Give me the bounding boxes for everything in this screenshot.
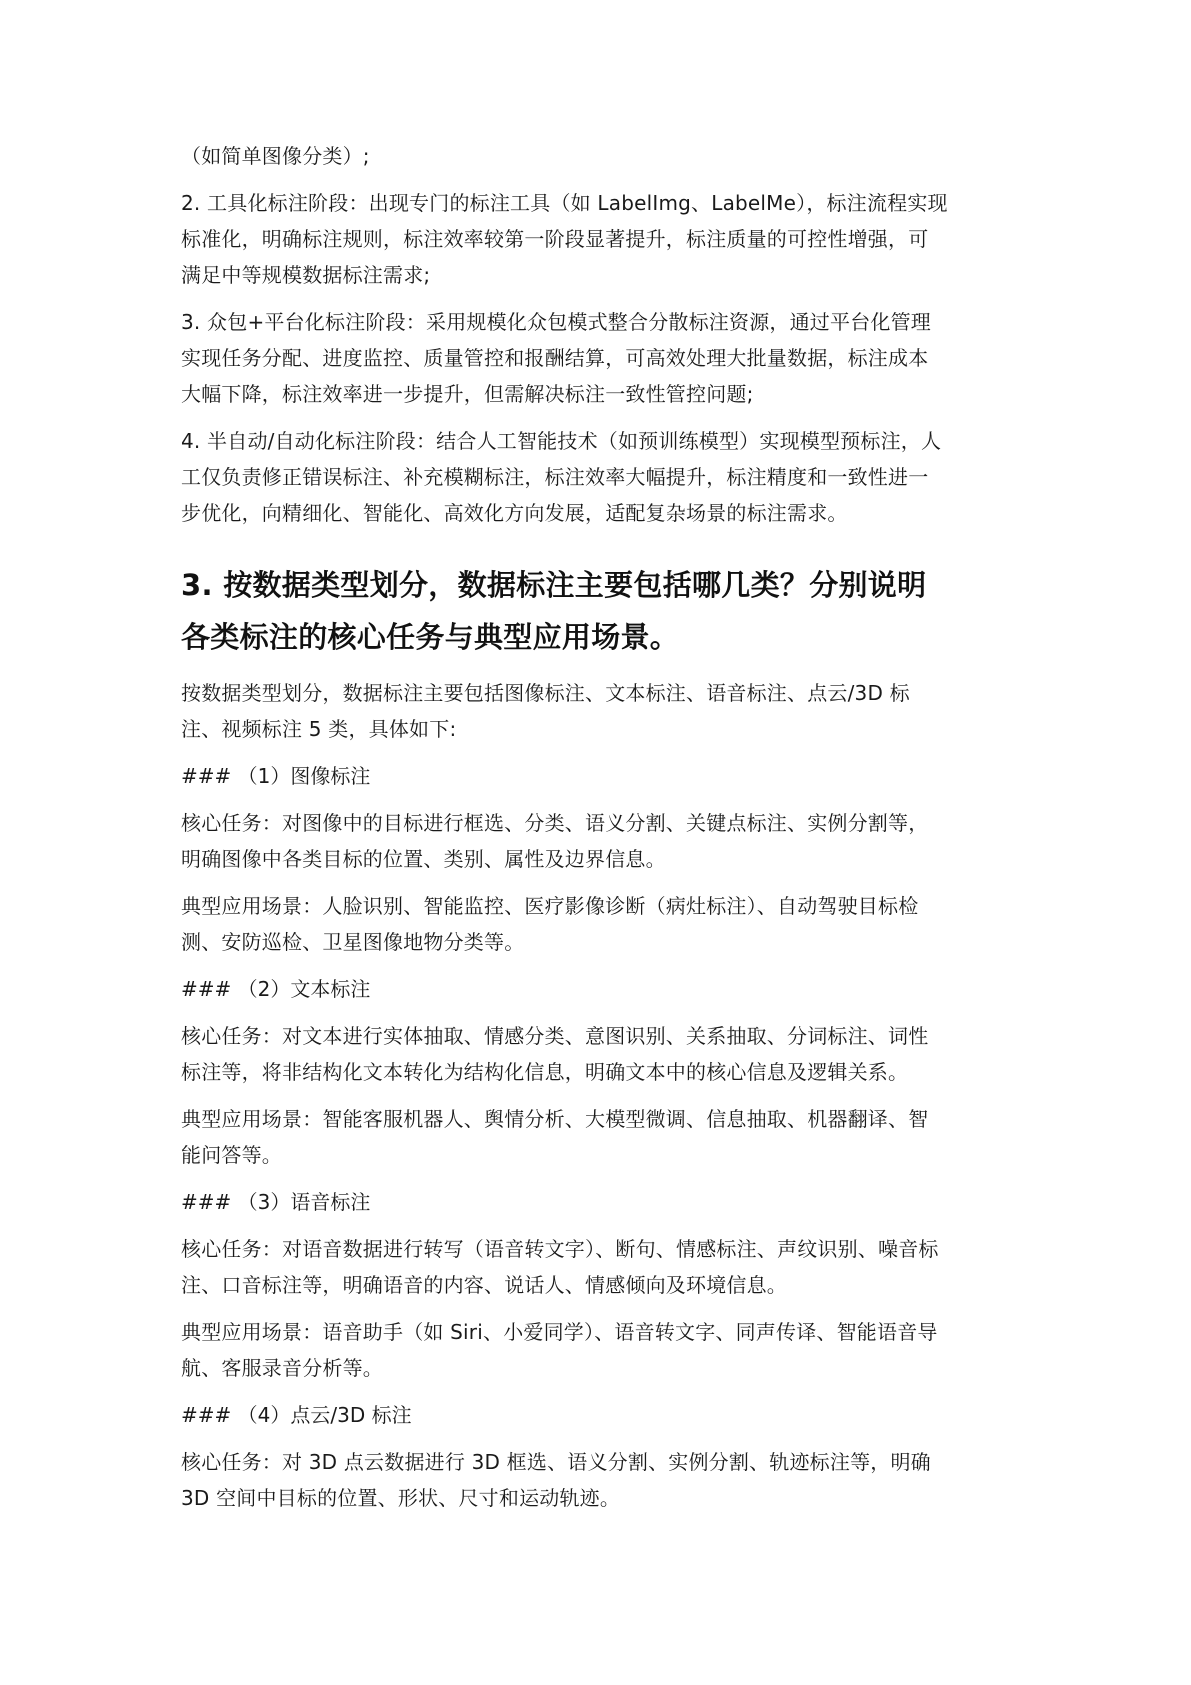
section-3-intro: [181, 675, 1021, 747]
text-line: 3D 空间中目标的位置、形状、尺寸和运动轨迹。: [181, 1486, 621, 1510]
text-line: 航、客服录音分析等。: [181, 1356, 383, 1380]
text-line: 典型应用场景：智能客服机器人、舆情分析、大模型微调、信息抽取、机器翻译、智: [181, 1107, 929, 1131]
text-line: 典型应用场景：人脸识别、智能监控、医疗影像诊断（病灶标注）、自动驾驶目标检: [181, 894, 919, 918]
text-line: 实现任务分配、进度监控、质量管控和报酬结算，可高效处理大批量数据，标注成本: [181, 346, 929, 370]
text-line: 步优化，向精细化、智能化、高效化方向发展，适配复杂场景的标注需求。: [181, 501, 848, 525]
text-line: 核心任务：对语音数据进行转写（语音转文字）、断句、情感标注、声纹识别、噪音标: [181, 1237, 939, 1261]
text-line: 明确图像中各类目标的位置、类别、属性及边界信息。: [181, 847, 666, 871]
category-core-text: [181, 1018, 1021, 1090]
text-line: 标注等，将非结构化文本转化为结构化信息，明确文本中的核心信息及逻辑关系。: [181, 1060, 909, 1084]
text-line: 注、口音标注等，明确语音的内容、说话人、情感倾向及环境信息。: [181, 1273, 787, 1297]
stage-2-paragraph: [181, 185, 1021, 293]
text-line: 核心任务：对 3D 点云数据进行 3D 框选、语义分割、实例分割、轨迹标注等，明确: [181, 1450, 931, 1474]
category-heading-pointcloud: ### （4）点云/3D 标注: [181, 1403, 412, 1427]
text-line: 核心任务：对文本进行实体抽取、情感分类、意图识别、关系抽取、分词标注、词性: [181, 1024, 929, 1048]
category-core-pointcloud: [181, 1444, 1021, 1516]
text-line: 标准化，明确标注规则，标注效率较第一阶段显著提升，标注质量的可控性增强，可: [181, 227, 929, 251]
text-line: 能问答等。: [181, 1143, 282, 1167]
category-scene-speech: [181, 1314, 1021, 1386]
intro-tail-paragraph: [181, 138, 1021, 174]
text-line: 满足中等规模数据标注需求;: [181, 263, 431, 287]
category-heading-speech: ### （3）语音标注: [181, 1190, 371, 1214]
text-line: 典型应用场景：语音助手（如 Siri、小爱同学）、语音转文字、同声传译、智能语音导: [181, 1320, 938, 1344]
stage-4-paragraph: [181, 423, 1021, 531]
document-body: [181, 138, 1021, 1527]
section-3-heading: [181, 559, 1021, 663]
text-line: 工仅负责修正错误标注、补充模糊标注，标注效率大幅提升，标注精度和一致性进一: [181, 465, 929, 489]
text-line: 2. 工具化标注阶段：出现专门的标注工具（如 LabelImg、LabelMe），标注流程实现: [181, 191, 948, 215]
stage-3-paragraph: [181, 304, 1021, 412]
category-core-image: [181, 805, 1021, 877]
text-line: 核心任务：对图像中的目标进行框选、分类、语义分割、关键点标注、实例分割等，: [181, 811, 929, 835]
text-line: 大幅下降，标注效率进一步提升，但需解决标注一致性管控问题;: [181, 382, 754, 406]
text-line: 按数据类型划分，数据标注主要包括图像标注、文本标注、语音标注、点云/3D 标: [181, 681, 910, 705]
category-scene-image: [181, 888, 1021, 960]
heading-line: 3. 按数据类型划分，数据标注主要包括哪几类？分别说明: [181, 568, 927, 602]
category-core-speech: [181, 1231, 1021, 1303]
category-scene-text: [181, 1101, 1021, 1173]
category-heading-text: ### （2）文本标注: [181, 977, 371, 1001]
text-line: 测、安防巡检、卫星图像地物分类等。: [181, 930, 525, 954]
text-line: 3. 众包+平台化标注阶段：采用规模化众包模式整合分散标注资源，通过平台化管理: [181, 310, 931, 334]
category-heading-image: ### （1）图像标注: [181, 764, 371, 788]
heading-line: 各类标注的核心任务与典型应用场景。: [181, 620, 680, 654]
text-line: （如简单图像分类）;: [181, 144, 370, 168]
text-line: 注、视频标注 5 类，具体如下:: [181, 717, 457, 741]
text-line: 4. 半自动/自动化标注阶段：结合人工智能技术（如预训练模型）实现模型预标注，人: [181, 429, 942, 453]
